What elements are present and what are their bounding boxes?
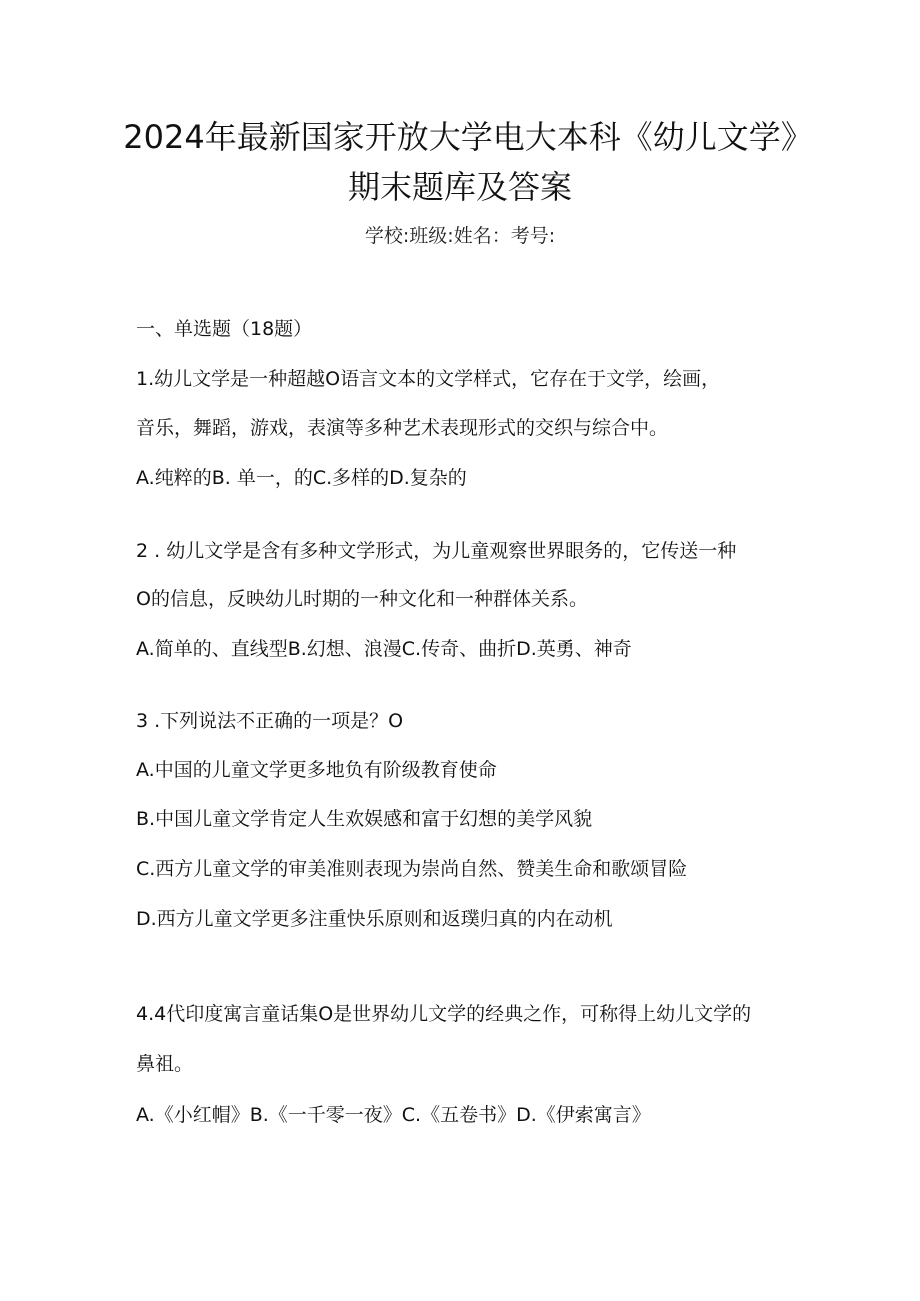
question-2-stem-line-1: 2 . 幼儿文学是含有多种文学形式，为儿童观察世界眼务的，它传送一种 [136,540,737,562]
question-1-stem-line-2: 音乐，舞蹈，游戏，表演等多种艺术表现形式的交织与综合中。 [136,417,669,439]
question-2-stem-line-2: O的信息，反映幼儿时期的一种文化和一种群体关系。 [136,588,588,610]
question-3-option-a: A.中国的儿童文学更多地负有阶级教育使命 [136,759,497,781]
question-4-options: A.《小红帽》B.《一千零一夜》C.《五卷书》D.《伊索寓言》 [136,1104,651,1126]
question-3-option-b: B.中国儿童文学肯定人生欢娱感和富于幻想的美学风貌 [136,808,593,830]
question-2-options: A.简单的、直线型B.幻想、浪漫C.传奇、曲折D.英勇、神奇 [136,638,632,660]
question-3-option-d: D.西方儿童文学更多注重快乐原则和返璞归真的内在动机 [136,908,613,930]
document-title: 2024年最新国家开放大学电大本科《幼儿文学》期末题库及答案 [123,118,797,206]
question-4-stem-line-2: 鼻祖。 [136,1053,194,1075]
question-1-options: A.纯粹的B. 单一，的C.多样的D.复杂的 [136,467,467,489]
question-4-stem-line-1: 4.4代印度寓言童话集O是世界幼儿文学的经典之作，可称得上幼儿文学的 [136,1003,752,1025]
question-3-stem: 3 .下列说法不正确的一项是？O [136,710,404,732]
question-1-stem-line-1: 1.幼儿文学是一种超越O语言文本的文学样式，它存在于文学，绘画， [136,368,721,390]
section-heading: 一、单选题（18题） [136,318,313,340]
question-3-option-c: C.西方儿童文学的审美准则表现为崇尚自然、赞美生命和歌颂冒险 [136,858,688,880]
student-info-line: 学校:班级:姓名：考号: [364,225,556,247]
